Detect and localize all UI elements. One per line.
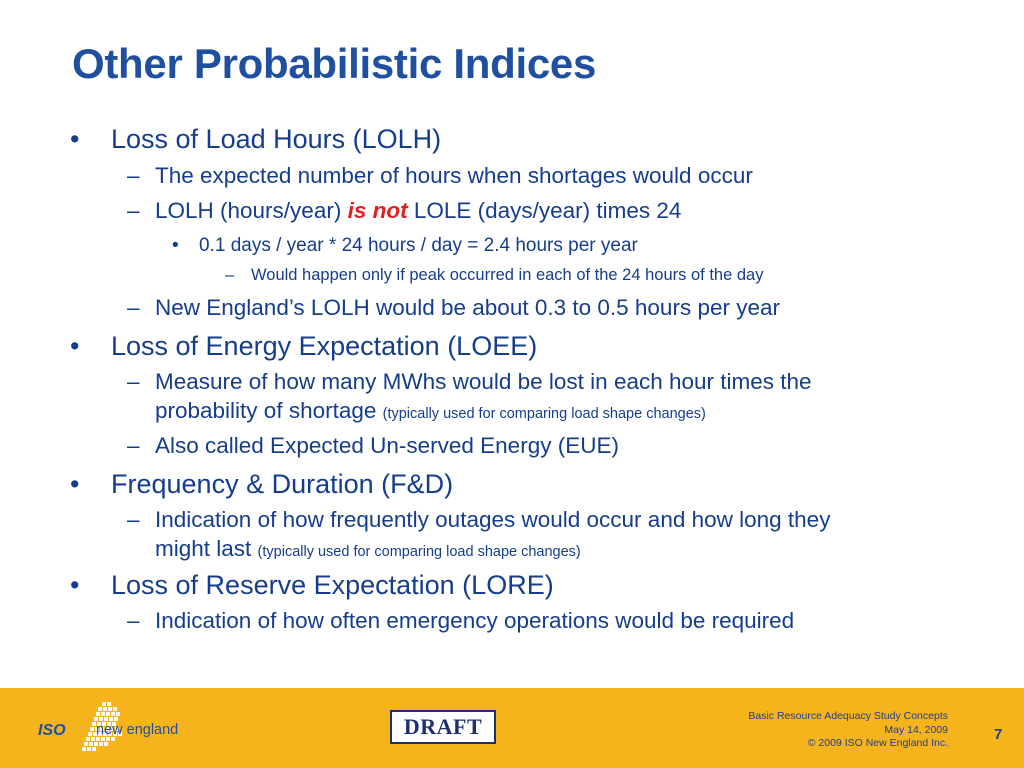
bullet-loee	[70, 331, 538, 362]
sub-bullet-text: Indication of how frequently outages would occur and how long they	[155, 507, 831, 532]
third-bullet-calculation	[172, 235, 638, 257]
bullet-marker: •	[70, 570, 80, 600]
sub-bullet-text: The expected number of hours when shortages would occur	[155, 163, 753, 188]
fourth-bullet-text: Would happen only if peak occurred in each of the 24 hours of the day	[251, 266, 764, 284]
sub-bullet-text: New England’s LOLH would be about 0.3 to 0.5 hours per year	[155, 295, 780, 320]
dash-marker: –	[127, 295, 140, 320]
slide-title: Other Probabilistic Indices	[72, 40, 597, 87]
sub-bullet-text: probability of shortage	[155, 398, 383, 423]
dash-marker: –	[127, 369, 140, 394]
bullet-fd	[70, 469, 454, 500]
sub-bullet-text: Indication of how often emergency operations would be required	[155, 608, 795, 633]
bullet-lore	[70, 570, 554, 601]
dash-marker: –	[127, 433, 140, 458]
usage-note: (typically used for comparing load shape changes)	[382, 406, 706, 422]
sub-bullet-text: might last	[155, 536, 258, 561]
sub-bullet-lolh-vs-lole	[127, 198, 682, 224]
dash-marker: –	[127, 163, 140, 188]
bullet-text: Frequency & Duration (F&D)	[111, 469, 454, 499]
sub-bullet-text: Measure of how many MWhs would be lost in each hour times the	[155, 369, 812, 394]
iso-new-england-logo	[38, 700, 188, 756]
bullet-lolh	[70, 124, 442, 155]
logo-iso-text: ISO	[38, 722, 66, 739]
copyright: © 2009 ISO New England Inc.	[807, 737, 948, 749]
bullet-marker: •	[70, 331, 80, 361]
footer-bar	[0, 688, 1024, 768]
footer-meta	[748, 710, 948, 751]
dash-marker: –	[225, 266, 235, 284]
document-date: May 14, 2009	[884, 723, 948, 736]
bullet-text: Loss of Reserve Expectation (LORE)	[111, 570, 554, 600]
third-bullet-text: 0.1 days / year * 24 hours / day = 2.4 hours per year	[199, 235, 638, 256]
sub-bullet-fd-indication	[127, 507, 831, 533]
dash-marker: –	[127, 507, 140, 532]
sub-bullet-lore-indication	[127, 608, 795, 634]
sub-bullet-loee-measure	[127, 369, 812, 395]
page-number: 7	[994, 726, 1003, 743]
sub-bullet-text-post: LOLE (days/year) times 24	[407, 198, 682, 223]
sub-bullet-fd-indication-cont	[155, 536, 581, 562]
sub-bullet-eue	[127, 433, 619, 459]
sub-bullet-loee-measure-cont	[155, 398, 706, 424]
document-title: Basic Resource Adequacy Study Concepts	[748, 710, 948, 722]
bullet-text: Loss of Load Hours (LOLH)	[111, 124, 442, 154]
draft-stamp	[390, 710, 496, 744]
sub-bullet-text-pre: LOLH (hours/year)	[155, 198, 348, 223]
bullet-marker: •	[70, 469, 80, 499]
sub-bullet-ne-lolh	[127, 295, 780, 321]
dash-marker: –	[127, 608, 140, 633]
draft-label: DRAFT	[403, 714, 483, 739]
bullet-text: Loss of Energy Expectation (LOEE)	[111, 331, 538, 361]
logo-new-england-text: new england	[96, 722, 179, 738]
emphasis-is-not: is not	[347, 198, 408, 223]
dash-marker: –	[127, 198, 140, 223]
bullet-marker: •	[172, 235, 179, 256]
sub-bullet-lolh-def	[127, 163, 753, 189]
sub-bullet-text: Also called Expected Un-served Energy (EUE)	[155, 433, 619, 458]
bullet-marker: •	[70, 124, 80, 154]
fourth-bullet-peak-note	[225, 266, 764, 285]
usage-note: (typically used for comparing load shape changes)	[257, 544, 581, 560]
